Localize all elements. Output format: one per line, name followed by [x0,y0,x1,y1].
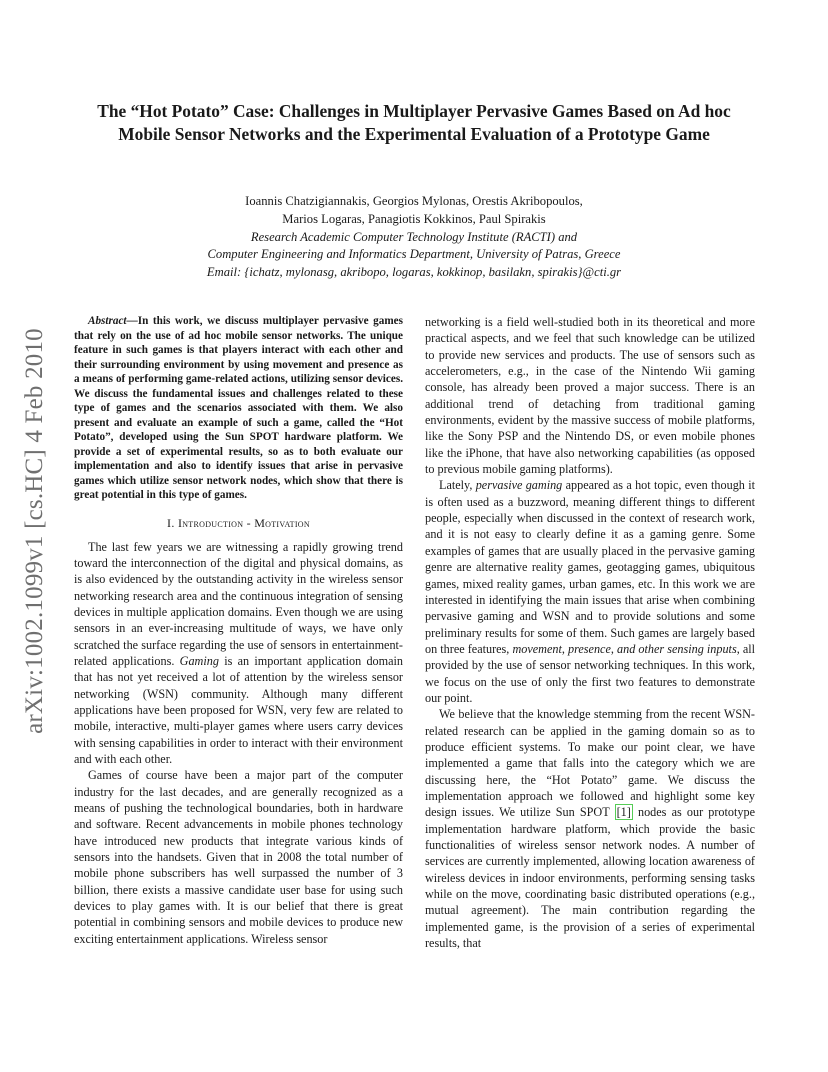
intro-paragraph-1: The last few years we are witnessing a rapidly growing trend toward the interconnection of the digital and physical domains, as is also evidenced by the outstanding activity in the wireless sensor networking research area and the continuous integration of sensing devices in multiple application domains. Even though we are using sensors in an ever-increasing multitude of ways, we have only scratched the surface regarding the use of sensors in entertainment-related applications. Gaming is an important application domain that has not yet received a lot of attention by the wireless sensor networking (WSN) community. Although many different applications have been proposed for WSN, very few are related to mobile, interactive, multi-player games where users carry devices with sensing capabilities in order to interact with their environment and with each other. [74,539,403,766]
author-names-line-1: Ioannis Chatzigiannakis, Georgios Mylonas, Orestis Akribopoulos, [245,194,583,208]
emphasis-sensing-inputs: and other sensing inputs [617,641,737,656]
abstract [74,314,403,503]
abstract-text: —In this work, we discuss multiplayer pervasive games that rely on the use of ad hoc mobile sensor networks. The unique feature in such games is that players interact with each other and their surrounding environment by using movement and presence as a means of performing game-related actions, utilizing sensor devices. We discuss the fundamental issues and challenges related to these type of games and the scenarios associated with them. We also present and evaluate an example of such a game, called the “Hot Potato”, developed using the Sun SPOT hardware platform. We provide a set of experimental results, so as to both evaluate our implementation and also to identify issues that arise in pervasive games which utilize sensor network nodes, which show that there is great potential in this type of games. [74,315,403,501]
affiliation-line-1: Research Academic Computer Technology Institute (RACTI) and [250,229,578,244]
section-title: Introduction - Motivation [177,515,310,530]
author-names-line-2: Marios Logaras, Panagiotis Kokkinos, Paul Spirakis [282,211,546,226]
affiliation-line-2: Computer Engineering and Informatics Department, University of Patras, Greece [207,247,621,262]
intro-paragraph-2: Games of course have been a major part of the computer industry for the last decades, and are generally recognized as a means of pushing the technological boundaries, both in hardware and software. Recent advancements in mobile phones technology have introduced new products that integrate various kinds of sensors into the handsets. Given that in 2008 the total number of mobile phone subscribers has well surpassed the number of 3 billion, there exists a massive candidate user base for using such devices to play games with. It is our belief that there is great potential in combining sensors and mobile devices to produce new exciting entertainment applications. Wireless sensor [74,768,403,946]
abstract-label: Abstract [88,315,127,327]
paper-title: The “Hot Potato” Case: Challenges in Multiplayer Pervasive Games Based on Ad hoc Mobile Sensor Networks and the Experimental Evaluation of a Prototype Game [97,101,731,144]
left-column [74,314,403,947]
emphasis-presence: presence [568,641,611,656]
section-number: I. [167,515,178,530]
author-block [110,193,718,282]
right-column [425,314,755,951]
citation-link[interactable]: [1] [616,805,631,820]
intro-paragraph-3: networking is a field well-studied both in its theoretical and more practical aspects, and we feel that such knowledge can be utilized to provide new services and products. The use of sensors such as accelerometers, e.g., in the case of the Nintendo Wii gaming console, has already been proved a major success. There is an additional trend of detaching from traditional gaming environments, evident by the massive success of mobile platforms, like the Sony PSP and the Nintendo DS, or even mobile phones like the iPhone, that have also networking capabilities (as opposed to previous mobile gaming platforms). [425,315,755,477]
intro-paragraph-5: We believe that the knowledge stemming from the recent WSN-related research can be applied in the gaming domain so as to produce efficient systems. To make our point clear, we have implemented a game that falls into the category which we are discussing here, the “Hot Potato” game. We discuss the implementation approach we followed and highlight some key design issues. We utilize Sun SPOT [1] nodes as our prototype implementation hardware platform, which provide the basic functionalities of wireless sensor network nodes. A number of services are currently implemented, allowing location awareness of wireless devices in indoor environments, performing sensing tasks while on the move, coordinating basic distributed operations (e.g., mutual agreement). The main contribution regarding the implemented game, is the provision of a series of experimental results, that [425,707,755,951]
emphasis-pervasive-gaming: pervasive gaming [475,478,563,493]
arxiv-id-text: arXiv:1002.1099v1 [cs.HC] 4 Feb 2010 [21,328,48,734]
author-email: Email: {ichatz, mylonasg, akribopo, logaras, kokkinop, basilakn, spirakis}@cti.gr [206,265,622,280]
emphasis-gaming: Gaming [179,653,219,668]
section-heading [74,515,403,531]
intro-paragraph-4: Lately, pervasive gaming appeared as a hot topic, even though it is often used as a buzzword, meaning different things to different people, especially when discussed in the context of research work, and it is not easy to clearly define it as a gaming genre. Some examples of games that are usually placed in the pervasive gaming genre are alternative reality games, geotagging games, ubiquitous games, mixed reality games, urban games, etc. In this work we are interested in identifying the main issues that arise when combining pervasive gaming and WSN and to provide solutions and some preliminary results for some of them. Such games are largely based on three features, movement, presence, and other sensing inputs, all provided by the use of sensor networking techniques. In this work, we focus on the use of only the first two features to demonstrate our point. [425,478,756,705]
emphasis-movement: movement [512,641,562,656]
arxiv-identifier-stamp [22,296,48,766]
